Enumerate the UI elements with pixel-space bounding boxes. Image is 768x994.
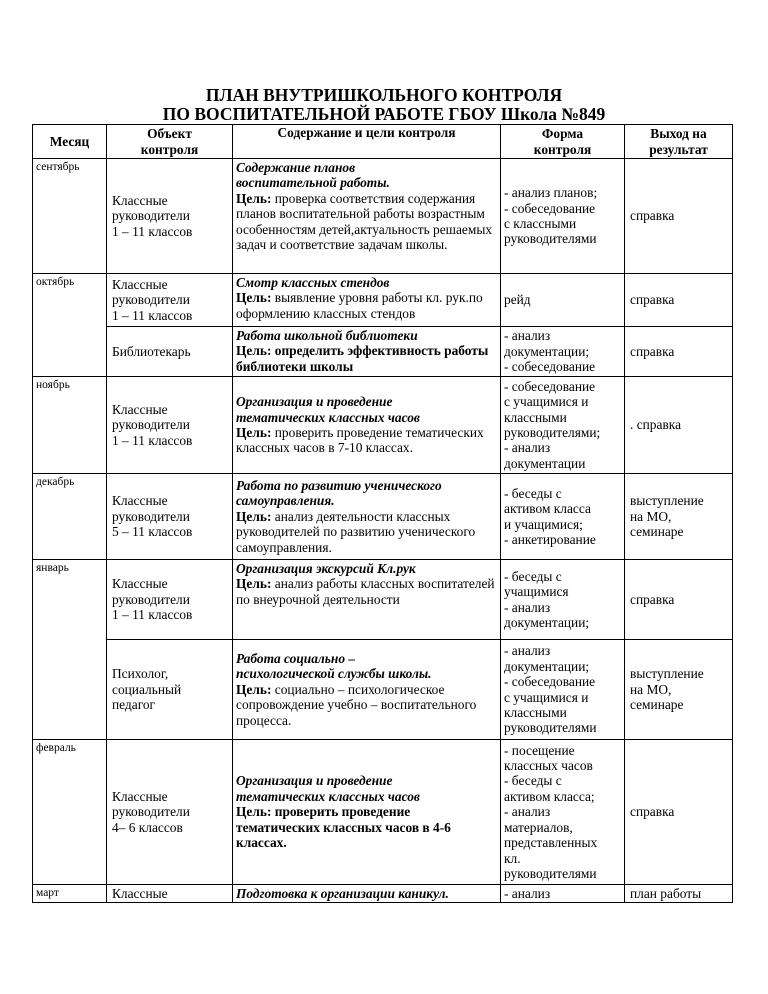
content-title: Работа по развитию ученического самоуправления. — [236, 477, 442, 509]
object-cell: Классные руководители 1 – 11 классов — [107, 560, 233, 640]
result-cell: . справка — [625, 377, 733, 474]
goal-text: проверить проведение тематических классных часов в 7-10 классах. — [236, 425, 484, 456]
month-cell: декабрь — [33, 474, 107, 560]
table-row — [33, 377, 733, 474]
form-cell: - анализ планов; - собеседование с классными руководителями — [501, 159, 625, 274]
document-title-line2: ПО ВОСПИТАТЕЛЬНОЙ РАБОТЕ ГБОУ Школа №849 — [162, 104, 606, 124]
month-cell: февраль — [33, 740, 107, 885]
content-cell — [233, 740, 501, 885]
goal-label: Цель: — [236, 576, 272, 592]
content-cell — [233, 274, 501, 327]
content-goal — [236, 343, 497, 374]
result-cell: справка — [625, 159, 733, 274]
table-row — [33, 885, 733, 903]
control-plan-table — [32, 124, 733, 903]
content-cell — [233, 159, 501, 274]
content-title: Организация и проведение тематических классных часов — [236, 773, 420, 804]
goal-text: проверка соответствия содержания планов воспитательной работы возрастным особенностям детей,актуальность решаемых задач и соответствие задачам школы. — [236, 190, 493, 253]
content-title: Организация и проведение тематических классных часов — [236, 394, 420, 425]
content-cell — [233, 560, 501, 640]
header-form: Форма контроля — [501, 125, 625, 159]
table-row — [33, 560, 733, 640]
object-cell: Классные — [107, 885, 233, 903]
goal-text: анализ работы классных воспитателей по внеурочной деятельности — [236, 576, 495, 607]
form-cell: - беседы с учащимися - анализ документации; — [501, 560, 625, 640]
content-title: Работа социально – психологической службы школы. — [236, 650, 432, 682]
table-row — [33, 159, 733, 274]
table-row — [33, 640, 733, 740]
content-goal — [236, 290, 497, 321]
content-cell — [233, 327, 501, 377]
content-title: Смотр классных стендов — [236, 275, 390, 290]
form-cell: - беседы с активом класса и учащимися; - анкетирование — [501, 474, 625, 560]
object-cell: Психолог, социальный педагог — [107, 640, 233, 740]
form-cell: - анализ документации; - собеседование — [501, 327, 625, 377]
content-title: Содержание планов воспитательной работы. — [236, 160, 390, 191]
header-result: Выход на результат — [625, 125, 733, 159]
form-cell: - собеседование с учащимися и классными руководителями; - анализ документации — [501, 377, 625, 474]
content-title: Работа школьной библиотеки — [236, 328, 418, 343]
table-row — [33, 327, 733, 377]
form-cell: - анализ документации; - собеседование с учащимися и классными руководителями — [501, 640, 625, 740]
goal-text: определить эффективность работы библиотеки школы — [236, 343, 489, 374]
month-cell: январь — [33, 560, 107, 740]
header-content: Содержание и цели контроля — [233, 125, 501, 159]
content-cell — [233, 377, 501, 474]
content-goal — [236, 509, 497, 555]
object-cell: Библиотекарь — [107, 327, 233, 377]
result-cell: справка — [625, 560, 733, 640]
content-cell — [233, 474, 501, 560]
goal-text: проверить проведение тематических классных часов в 4-6 классах. — [236, 804, 451, 851]
goal-label: Цель: — [236, 425, 272, 440]
object-cell: Классные руководители 1 – 11 классов — [107, 377, 233, 474]
goal-label: Цель: — [236, 190, 272, 206]
content-title: Организация экскурсий Кл.рук — [236, 561, 416, 576]
table-row — [33, 274, 733, 327]
month-cell: ноябрь — [33, 377, 107, 474]
content-goal — [236, 191, 497, 253]
form-cell: - посещение классных часов - беседы с активом класса; - анализ материалов, представленных кл. руководителями — [501, 740, 625, 885]
goal-label: Цель: — [236, 681, 272, 697]
content-goal — [236, 804, 497, 850]
document-title-line1: ПЛАН ВНУТРИШКОЛЬНОГО КОНТРОЛЯ — [205, 85, 563, 105]
header-object: Объект контроля — [107, 125, 233, 159]
content-goal — [236, 682, 497, 728]
content-goal — [236, 425, 497, 456]
result-cell: справка — [625, 327, 733, 377]
object-cell: Классные руководители 1 – 11 классов — [107, 274, 233, 327]
goal-label: Цель: — [236, 343, 272, 359]
month-cell: сентябрь — [33, 159, 107, 274]
form-cell: - анализ — [501, 885, 625, 903]
table-row — [33, 474, 733, 560]
result-cell: справка — [625, 274, 733, 327]
result-cell: выступление на МО, семинаре — [625, 640, 733, 740]
result-cell: план работы — [625, 885, 733, 903]
content-cell — [233, 885, 501, 903]
goal-label: Цель: — [236, 508, 272, 524]
content-goal — [236, 576, 497, 607]
goal-text: анализ деятельности классных руководителей по развитию ученического самоуправления. — [236, 508, 476, 555]
content-title: Подготовка к организации каникул. — [236, 886, 449, 901]
goal-label: Цель: — [236, 290, 272, 306]
goal-label: Цель: — [236, 804, 272, 820]
table-row — [33, 740, 733, 885]
result-cell: выступление на МО, семинаре — [625, 474, 733, 560]
month-cell: октябрь — [33, 274, 107, 377]
object-cell: Классные руководители 5 – 11 классов — [107, 474, 233, 560]
goal-text: выявление уровня работы кл. рук.по оформлению классных стендов — [236, 290, 483, 321]
header-month: Месяц — [33, 125, 107, 159]
form-cell: рейд — [501, 274, 625, 327]
object-cell: Классные руководители 1 – 11 классов — [107, 159, 233, 274]
result-cell: справка — [625, 740, 733, 885]
goal-text: социально – психологическое сопровождение учебно – воспитательного процесса. — [236, 681, 477, 728]
content-cell — [233, 640, 501, 740]
object-cell: Классные руководители 4– 6 классов — [107, 740, 233, 885]
month-cell: март — [33, 885, 107, 903]
